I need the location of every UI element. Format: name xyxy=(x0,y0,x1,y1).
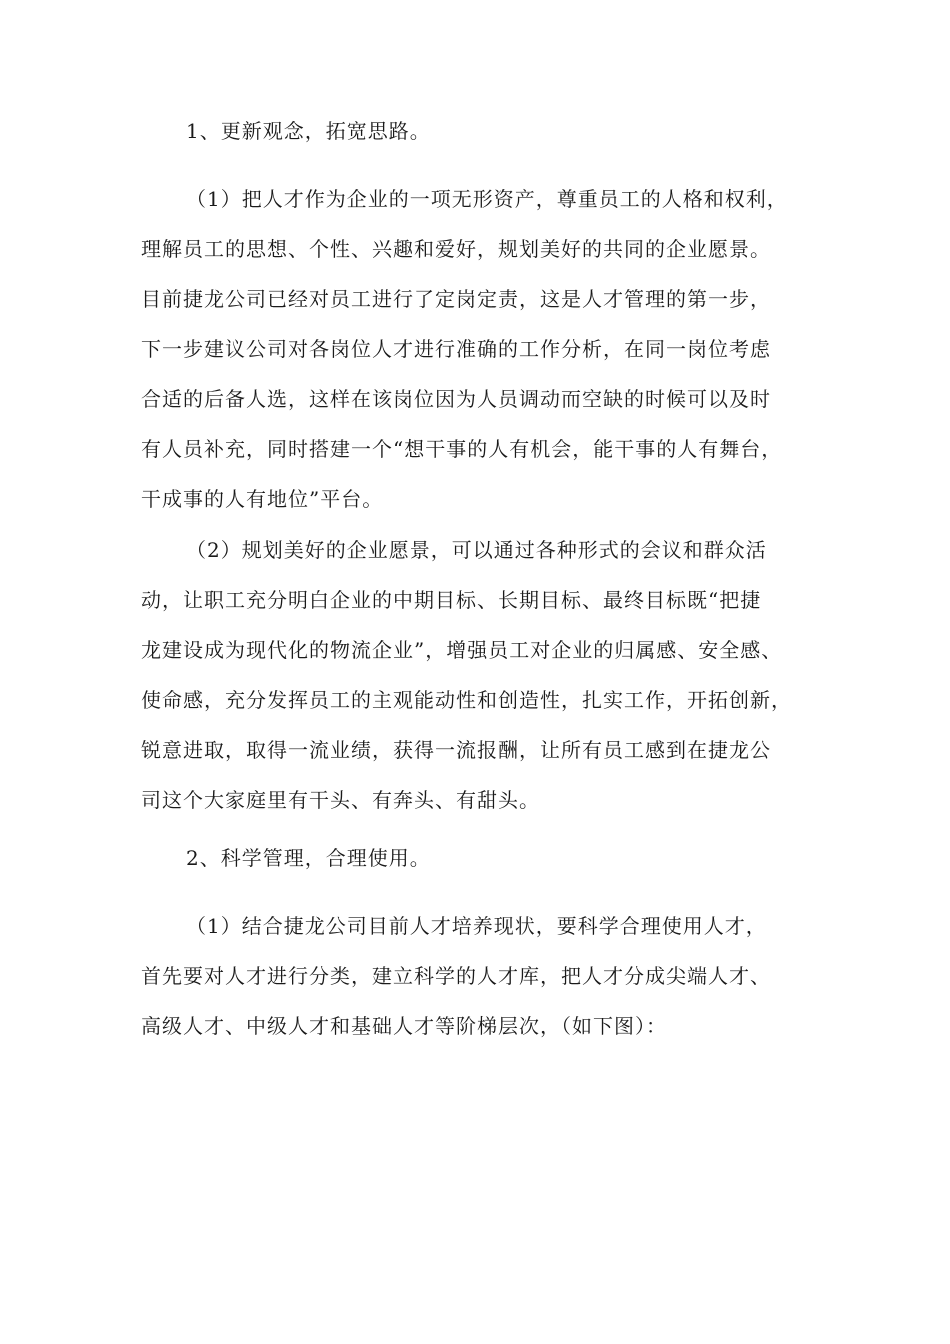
paragraph-2-line-6: 司这个大家庭里有干头、有奔头、有甜头。 xyxy=(141,788,540,812)
paragraph-1-line-6: 有人员补充，同时搭建一个“想干事的人有机会，能干事的人有舞台， xyxy=(141,437,783,461)
section-heading-1: 1、更新观念，拓宽思路。 xyxy=(186,119,431,143)
paragraph-2-line-4: 使命感，充分发挥员工的主观能动性和创造性，扎实工作，开拓创新， xyxy=(141,688,792,712)
paragraph-1-line-1: （1）把人才作为企业的一项无形资产，尊重员工的人格和权利， xyxy=(186,187,788,211)
paragraph-1-line-7: 干成事的人有地位”平台。 xyxy=(141,487,384,511)
paragraph-1-line-2: 理解员工的思想、个性、兴趣和爱好，规划美好的共同的企业愿景。 xyxy=(141,237,771,261)
section-heading-2: 2、科学管理，合理使用。 xyxy=(186,846,431,870)
paragraph-1-line-5: 合适的后备人选，这样在该岗位因为人员调动而空缺的时候可以及时 xyxy=(141,387,771,411)
paragraph-2-line-2: 动，让职工充分明白企业的中期目标、长期目标、最终目标既“把捷 xyxy=(141,588,762,612)
paragraph-1-line-3: 目前捷龙公司已经对员工进行了定岗定责，这是人才管理的第一步， xyxy=(141,287,771,311)
paragraph-1-line-4: 下一步建议公司对各岗位人才进行准确的工作分析，在同一岗位考虑 xyxy=(141,337,771,361)
paragraph-2-line-5: 锐意进取，取得一流业绩，获得一流报酬，让所有员工感到在捷龙公 xyxy=(141,738,771,762)
paragraph-3-line-3: 高级人才、中级人才和基础人才等阶梯层次，（如下图）： xyxy=(141,1014,667,1038)
paragraph-3-line-2: 首先要对人才进行分类，建立科学的人才库，把人才分成尖端人才、 xyxy=(141,964,771,988)
paragraph-3-line-1: （1）结合捷龙公司目前人才培养现状，要科学合理使用人才， xyxy=(186,914,767,938)
paragraph-2-line-1: （2）规划美好的企业愿景，可以通过各种形式的会议和群众活 xyxy=(186,538,767,562)
paragraph-2-line-3: 龙建设成为现代化的物流企业”，增强员工对企业的归属感、安全感、 xyxy=(141,638,783,662)
